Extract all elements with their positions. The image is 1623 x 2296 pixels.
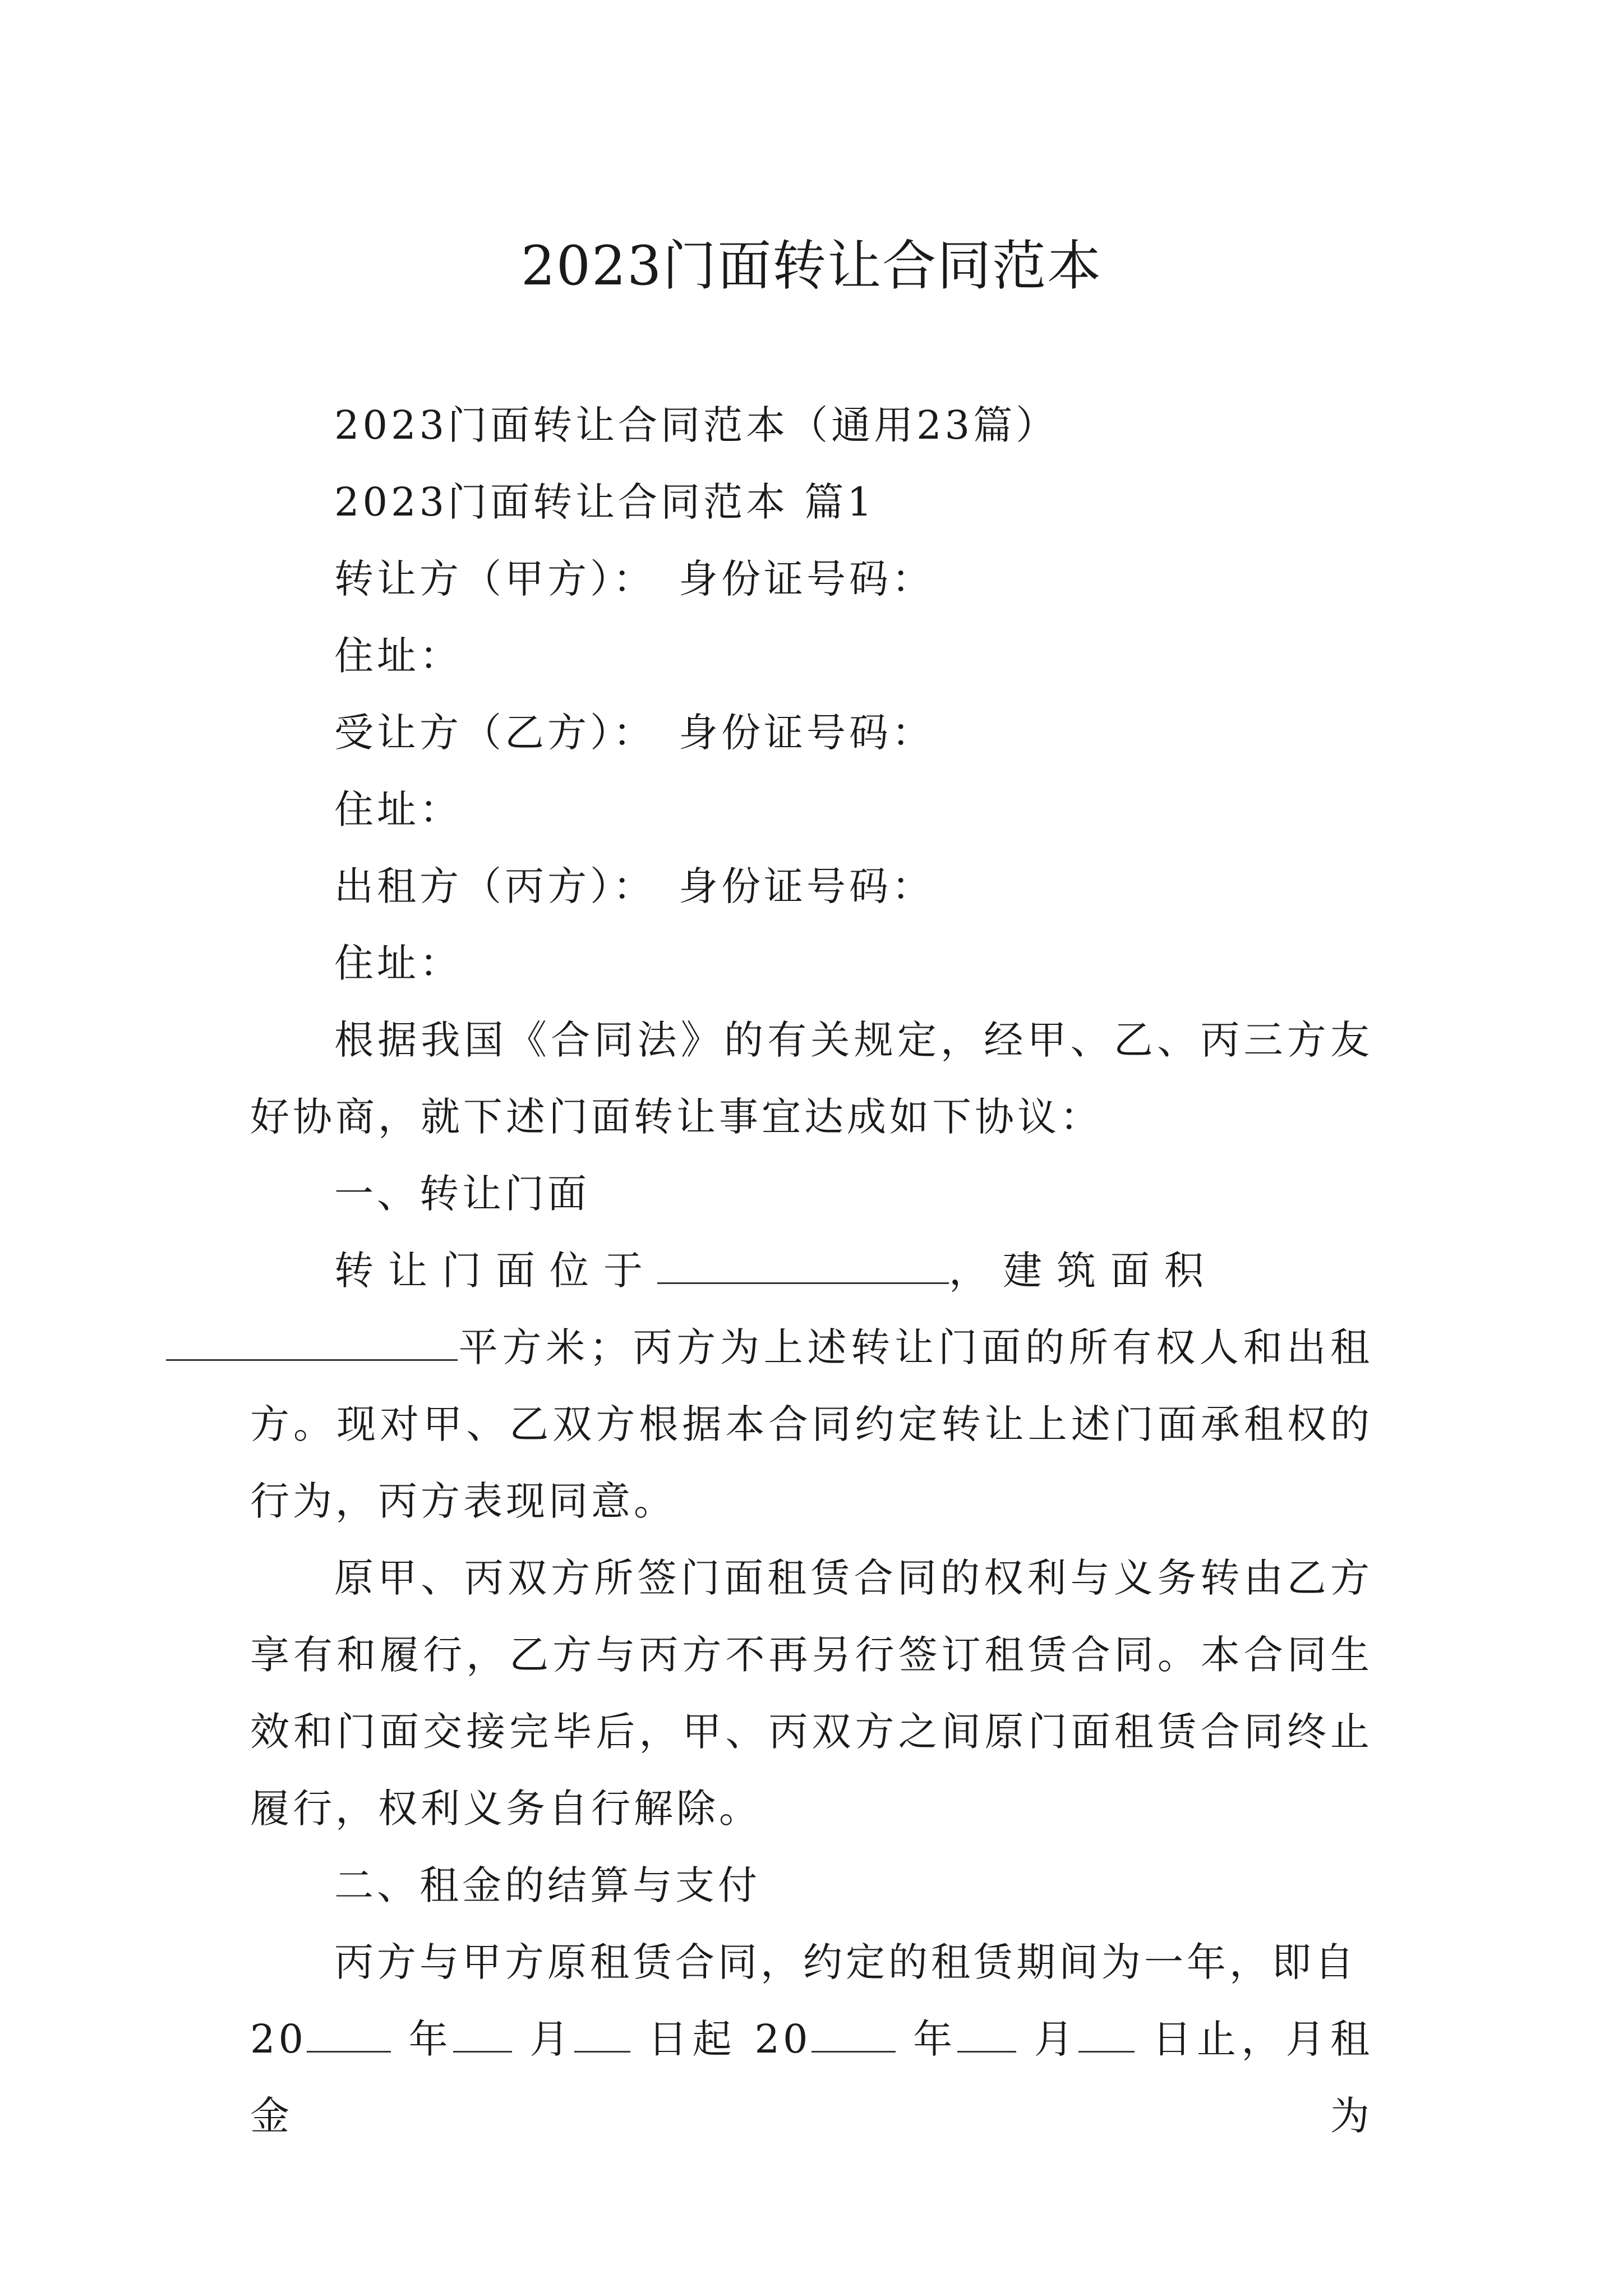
- party-b-line: 受让方（乙方）： 身份证号码：: [334, 710, 934, 756]
- clause1-location-label: 转让门面位于: [334, 1248, 657, 1294]
- section-heading: 2023门面转让合同范本 篇1: [334, 479, 875, 525]
- party-a-line: 转让方（甲方）： 身份证号码：: [334, 556, 934, 602]
- date-day-label-end: 日止，月租金为: [250, 2016, 1373, 2139]
- location-blank: [657, 1248, 949, 1284]
- end-month-blank: [957, 2016, 1016, 2053]
- start-year-blank: [307, 2016, 391, 2053]
- end-day-blank: [1078, 2016, 1135, 2053]
- date-year-label-end: 年: [913, 2016, 958, 2062]
- date-prefix-start: 20: [250, 2016, 307, 2062]
- date-prefix-end: 20: [754, 2016, 811, 2062]
- intro-paragraph: 根据我国《合同法》的有关规定，经甲、乙、丙三方友好协商，就下述门面转让事宜达成如下协议：: [250, 1017, 1373, 1140]
- start-day-blank: [574, 2016, 630, 2053]
- date-day-label-start: 日起: [648, 2016, 737, 2062]
- date-month-label-end: 月: [1034, 2016, 1079, 2062]
- clause1-area-label: ，建筑面积: [949, 1248, 1218, 1294]
- clause1-paragraph2: 原甲、丙双方所签门面租赁合同的权利与义务转由乙方享有和履行，乙方与丙方不再另行签订租赁合同。本合同生效和门面交接完毕后，甲、丙双方之间原门面租赁合同终止履行，权利义务自行解除。: [250, 1555, 1373, 1832]
- date-year-label-start: 年: [408, 2016, 453, 2062]
- area-blank: [166, 1324, 458, 1361]
- clause1-area-rest: 平方米；丙方为上述转让门面的所有权人和出租方。现对甲、乙双方根据本合同约定转让上述门面承租权的行为，丙方表现同意。: [250, 1324, 1373, 1524]
- start-month-blank: [453, 2016, 512, 2053]
- clause1-paragraph1: [250, 1232, 1373, 1540]
- party-c-address: 住址：: [334, 940, 462, 986]
- party-a-address: 住址：: [334, 633, 462, 679]
- page-title: 2023门面转让合同范本: [520, 234, 1103, 298]
- clause2-date-line: [250, 2001, 1373, 2155]
- document-body: [250, 387, 1373, 2155]
- clause2-heading: 二、租金的结算与支付: [334, 1862, 760, 1908]
- party-b-address: 住址：: [334, 786, 462, 832]
- document-subtitle: 2023门面转让合同范本（通用23篇）: [334, 402, 1059, 448]
- date-month-label-start: 月: [529, 2016, 574, 2062]
- party-c-line: 出租方（丙方）： 身份证号码：: [334, 863, 934, 909]
- clause1-heading: 一、转让门面: [334, 1171, 590, 1217]
- clause2-paragraph1: 丙方与甲方原租赁合同，约定的租赁期间为一年，即自: [334, 1939, 1357, 1985]
- end-year-blank: [811, 2016, 896, 2053]
